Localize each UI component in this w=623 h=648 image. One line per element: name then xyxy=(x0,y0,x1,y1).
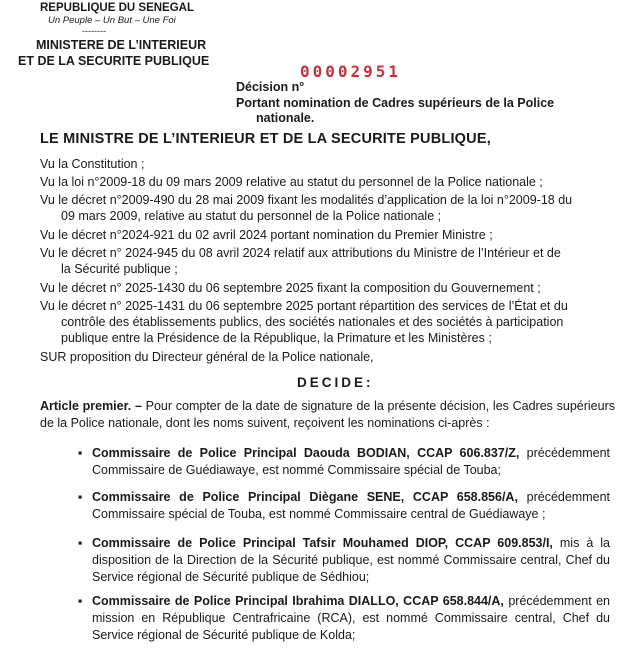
visa-line-cont xyxy=(40,314,563,330)
article-premier xyxy=(40,398,615,432)
ministry-name-line1: MINISTERE DE L’INTERIEUR xyxy=(36,38,207,52)
republic-title: REPUBLIQUE DU SENEGAL xyxy=(40,2,194,14)
nomination-name: Commissaire de Police Principal Tafsir Mouhamed DIOP, CCAP 609.853/I, xyxy=(92,536,553,550)
nomination-name: Commissaire de Police Principal Daouda BODIAN, CCAP 606.837/Z, xyxy=(92,446,520,460)
visa-line-cont xyxy=(40,208,441,224)
decide-heading: DECIDE: xyxy=(297,375,374,390)
visa-line: Vu le décret n°2009-490 du 28 mai 2009 fixant les modalités d’application de la loi n°2009-18 du xyxy=(40,193,573,207)
article-text: Pour compter de la date de signature de la présente décision, les Cadres supérieurs de la Police nationale, dont les noms suivent, reçoivent les nominations ci-après : xyxy=(40,399,615,430)
bullet-icon: ▪ xyxy=(78,490,83,504)
nomination-detail: mis à la disposition de la Direction de la Sécurité publique, est nommé Commissaire central, Chef du Service régional de Sécurité publique de Sédhiou; xyxy=(92,536,610,584)
bullet-icon: ▪ xyxy=(78,446,83,460)
nomination-item xyxy=(78,489,610,523)
minister-title: LE MINISTRE DE L’INTERIEUR ET DE LA SECURITE PUBLIQUE, xyxy=(40,131,491,147)
decision-label: Décision n° xyxy=(236,80,305,94)
visa-line-cont-text: publique entre la Présidence de la République, la Primature et les Ministères ; xyxy=(61,331,492,345)
header-separator: -------- xyxy=(82,26,106,36)
bullet-icon: ▪ xyxy=(78,594,83,608)
visa-line: Vu la Constitution ; xyxy=(40,157,145,171)
visa-line: Vu la loi n°2009-18 du 09 mars 2009 relative au statut du personnel de la Police nationale ; xyxy=(40,175,543,189)
nomination-name: Commissaire de Police Principal Ibrahima DIALLO, CCAP 658.844/A, xyxy=(92,594,504,608)
visa-line-cont xyxy=(40,330,492,346)
nomination-detail: précédemment en mission en République Centrafricaine (RCA), est nommé Commissaire central, Chef du Service régional de Sécurité publique de Kolda; xyxy=(92,594,610,642)
nomination-detail: précédemment Commissaire spécial de Touba, est nommé Commissaire central de Guédiawaye ; xyxy=(92,490,610,521)
visa-line-cont-text: 09 mars 2009, relative au statut du personnel de la Police nationale ; xyxy=(61,209,442,223)
decision-subject-line2: nationale. xyxy=(256,111,315,125)
visa-line: Vu le décret n° 2025-1430 du 06 septembre 2025 fixant la composition du Gouvernement ; xyxy=(40,281,541,295)
bullet-icon: ▪ xyxy=(78,536,83,550)
decision-number-stamp: 00002951 xyxy=(300,62,402,81)
national-motto: Un Peuple – Un But – Une Foi xyxy=(48,15,176,26)
visa-line: Vu le décret n° 2024-945 du 08 avril 2024 relatif aux attributions du Ministre de l’Intérieur et de xyxy=(40,246,561,260)
visa-line: SUR proposition du Directeur général de la Police nationale, xyxy=(40,350,374,364)
ministry-name-line2: ET DE LA SECURITE PUBLIQUE xyxy=(18,54,210,68)
nomination-item xyxy=(78,593,610,644)
nomination-item xyxy=(78,445,610,479)
article-heading: Article premier. – xyxy=(40,399,142,413)
visa-line: Vu le décret n° 2025-1431 du 06 septembre 2025 portant répartition des services de l’État et du xyxy=(40,299,568,313)
visa-line-cont-text: la Sécurité publique ; xyxy=(61,262,178,276)
decision-subject-line1: Portant nomination de Cadres supérieurs de la Police xyxy=(236,96,555,110)
nomination-name: Commissaire de Police Principal Diègane SENE, CCAP 658.856/A, xyxy=(92,490,518,504)
visa-line-cont-text: contrôle des établissements publics, des sociétés nationales et des sociétés à participation xyxy=(61,315,564,329)
nomination-item xyxy=(78,535,610,586)
visa-line: Vu le décret n°2024-921 du 02 avril 2024 portant nomination du Premier Ministre ; xyxy=(40,228,493,242)
visa-line-cont xyxy=(40,261,178,277)
nomination-detail: précédemment Commissaire de Guédiawaye, est nommé Commissaire spécial de Touba; xyxy=(92,446,610,477)
